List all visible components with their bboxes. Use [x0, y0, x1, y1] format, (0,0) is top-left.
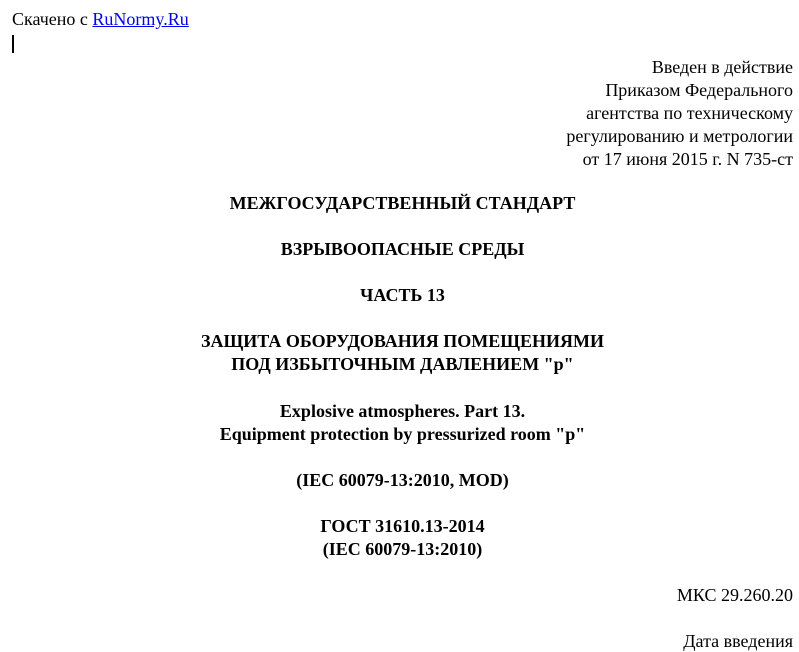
decree-block [566, 56, 793, 171]
source-prefix: Скачено с [12, 9, 93, 29]
source-line [12, 8, 189, 30]
standard-kind: МЕЖГОСУДАРСТВЕННЫЙ СТАНДАРТ [229, 193, 576, 213]
title-russian-line: ЗАЩИТА ОБОРУДОВАНИЯ ПОМЕЩЕНИЯМИ [200, 331, 605, 351]
decree-line: Приказом Федерального [605, 80, 793, 100]
decree-line: от 17 июня 2015 г. N 735-ст [582, 149, 793, 169]
title-english-line: Explosive atmospheres. Part 13. [279, 401, 526, 421]
decree-line: регулированию и метрологии [566, 126, 793, 146]
decree-line: Введен в действие [651, 57, 793, 77]
iec-reference: (IEC 60079-13:2010) [322, 539, 483, 559]
mks-code: МКС 29.260.20 [676, 585, 793, 605]
title-english [0, 400, 799, 446]
gost-number: ГОСТ 31610.13-2014 [320, 516, 485, 536]
title-english-line: Equipment protection by pressurized room "p" [219, 424, 586, 444]
standard-topic: ВЗРЫВООПАСНЫЕ СРЕДЫ [280, 239, 525, 259]
intro-date-label: Дата введения [683, 631, 793, 651]
text-cursor [12, 35, 14, 53]
title-russian-line: ПОД ИЗБЫТОЧНЫМ ДАВЛЕНИЕМ "p" [231, 354, 574, 374]
title-russian [0, 330, 799, 376]
decree-line: агентства по техническому [586, 103, 793, 123]
standard-part: ЧАСТЬ 13 [360, 285, 445, 305]
source-link[interactable]: RuNormy.Ru [92, 9, 189, 29]
gost-designation [0, 515, 799, 561]
iec-mod-reference: (IEC 60079-13:2010, MOD) [296, 470, 509, 490]
